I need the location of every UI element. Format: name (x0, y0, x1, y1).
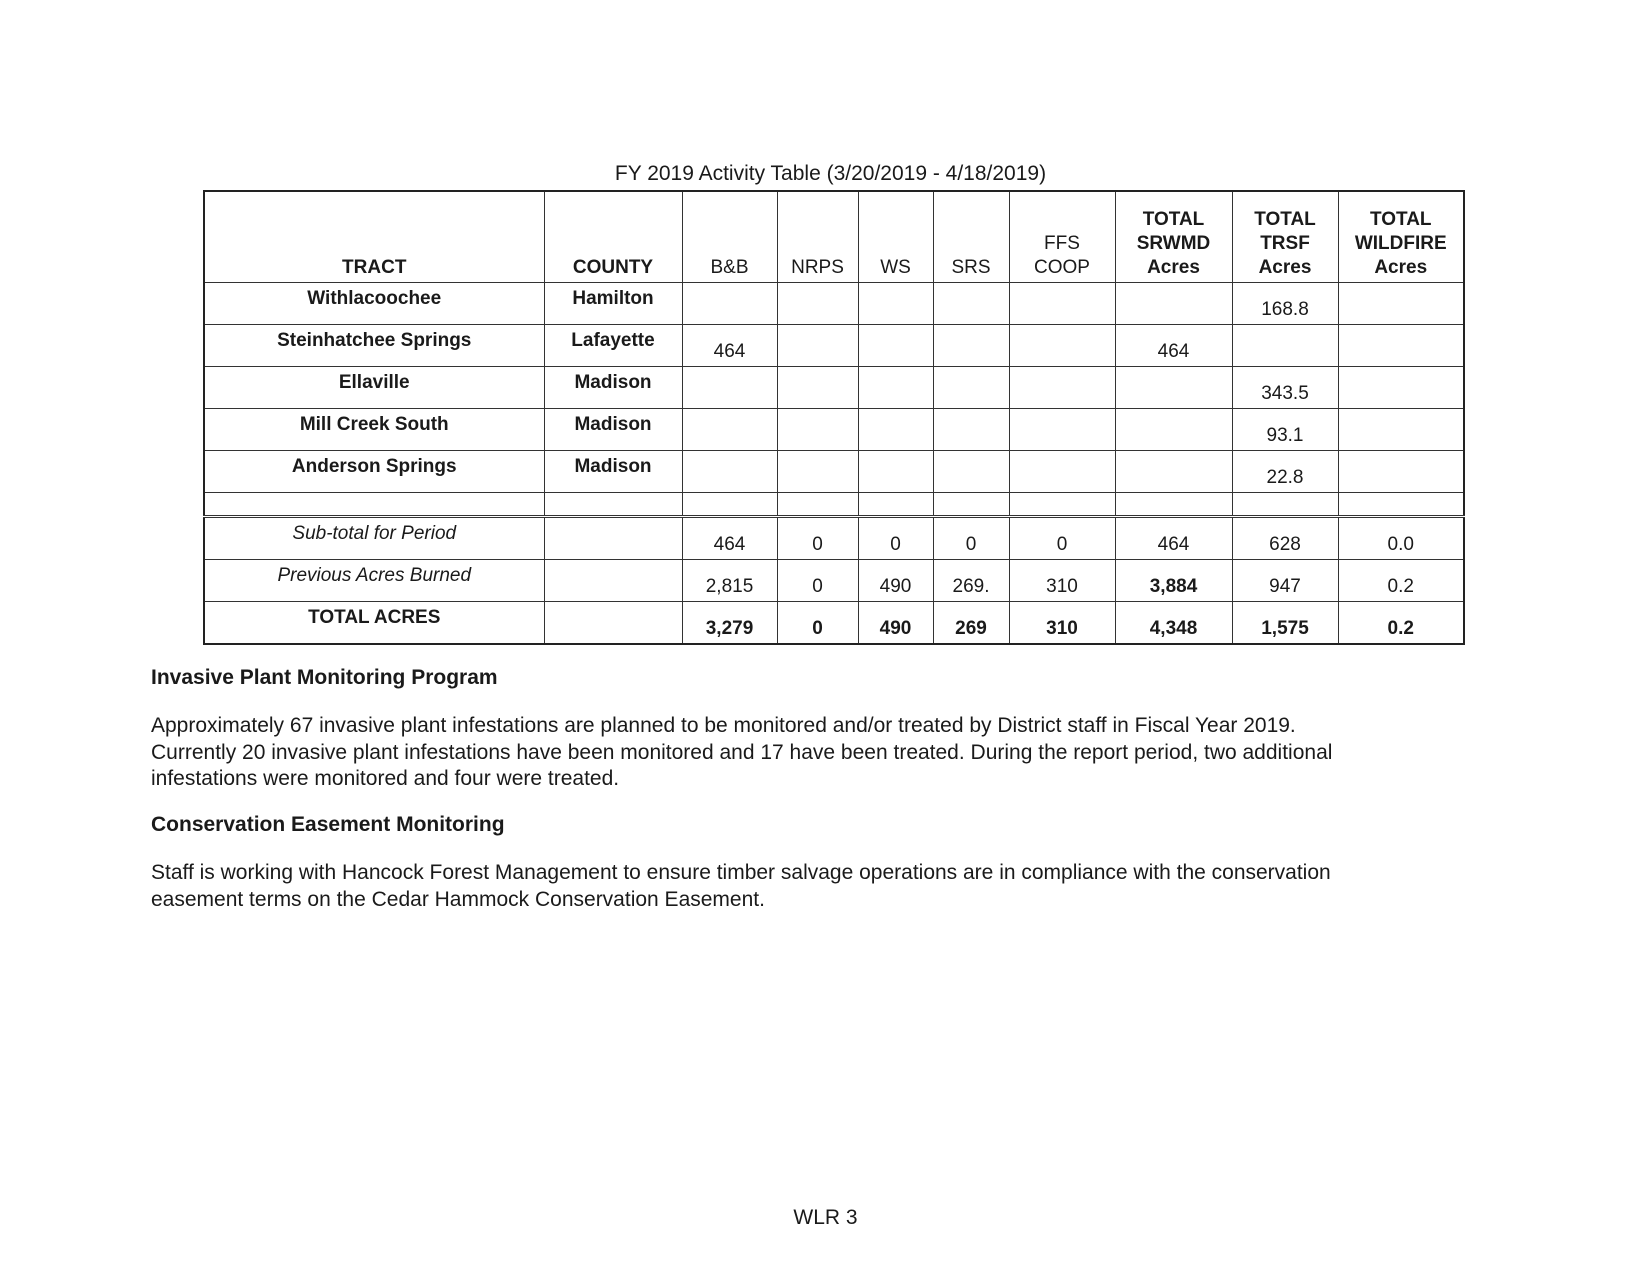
srs-cell (933, 325, 1009, 367)
wildfire-cell (1338, 325, 1464, 367)
trsf-cell: 93.1 (1232, 409, 1338, 451)
ffs-cell: 0 (1009, 517, 1115, 560)
wildfire-cell: 0.0 (1338, 517, 1464, 560)
invasive-line-1: Approximately 67 invasive plant infestations are planned to be monitored and/or treated by District staff in Fiscal Year 2019. (151, 714, 1296, 737)
header-trsf-line2: TRSF (1260, 233, 1310, 254)
bb-cell (682, 283, 777, 325)
easement-line-1: Staff is working with Hancock Forest Management to ensure timber salvage operations are in compliance with the conservation (151, 861, 1331, 884)
header-srwmd-line1: TOTAL (1142, 209, 1205, 230)
table-row (204, 451, 1464, 493)
header-county: COUNTY (544, 191, 682, 283)
tract-cell: Steinhatchee Springs (204, 325, 544, 367)
wildfire-cell (1338, 283, 1464, 325)
wildfire-cell (1338, 409, 1464, 451)
header-bb: B&B (682, 191, 777, 283)
bb-cell: 464 (682, 325, 777, 367)
trsf-cell: 1,575 (1232, 602, 1338, 645)
bb-cell (682, 409, 777, 451)
easement-paragraph (151, 860, 1471, 913)
wildfire-cell: 0.2 (1338, 560, 1464, 602)
srwmd-cell (1115, 451, 1232, 493)
header-srs: SRS (933, 191, 1009, 283)
wildfire-cell (1338, 451, 1464, 493)
trsf-cell: 343.5 (1232, 367, 1338, 409)
wildfire-cell (1338, 367, 1464, 409)
nrps-cell (777, 367, 858, 409)
srs-cell (933, 409, 1009, 451)
header-ws: WS (858, 191, 933, 283)
blank-row (204, 493, 1464, 517)
srwmd-cell (1115, 283, 1232, 325)
ws-cell (858, 451, 933, 493)
previous-row (204, 560, 1464, 602)
invasive-section-title: Invasive Plant Monitoring Program (151, 666, 498, 689)
ws-cell: 490 (858, 602, 933, 645)
header-total-trsf (1232, 191, 1338, 283)
easement-section-title: Conservation Easement Monitoring (151, 813, 505, 836)
header-total-wildfire (1338, 191, 1464, 283)
table-row (204, 283, 1464, 325)
nrps-cell (777, 325, 858, 367)
table-caption: FY 2019 Activity Table (3/20/2019 - 4/18/2019) (614, 162, 1047, 185)
table-row (204, 409, 1464, 451)
srwmd-cell (1115, 367, 1232, 409)
header-wildfire-line2: WILDFIRE (1354, 233, 1447, 254)
trsf-cell: 628 (1232, 517, 1338, 560)
nrps-cell: 0 (777, 517, 858, 560)
invasive-line-2: Currently 20 invasive plant infestations have been monitored and 17 have been treated. During the report period, two additional (151, 740, 1333, 764)
total-label: TOTAL ACRES (204, 602, 544, 645)
bb-cell (682, 367, 777, 409)
ffs-cell (1009, 283, 1115, 325)
ffs-cell (1009, 325, 1115, 367)
header-nrps: NRPS (777, 191, 858, 283)
ws-cell: 0 (858, 517, 933, 560)
activity-table (203, 190, 1465, 645)
ws-cell: 490 (858, 560, 933, 602)
header-trsf-line3: Acres (1258, 257, 1312, 278)
trsf-cell: 22.8 (1232, 451, 1338, 493)
header-trsf-line1: TOTAL (1254, 209, 1316, 230)
tract-cell: Anderson Springs (204, 451, 544, 493)
header-ffs-line2: COOP (1034, 257, 1090, 278)
table-header-row (204, 191, 1464, 283)
header-wildfire-line1: TOTAL (1369, 209, 1432, 230)
invasive-line-3: infestations were monitored and four were treated. (151, 767, 620, 790)
srs-cell (933, 451, 1009, 493)
ws-cell (858, 409, 933, 451)
ws-cell (858, 283, 933, 325)
subtotal-row (204, 517, 1464, 560)
ffs-cell: 310 (1009, 560, 1115, 602)
bb-cell: 464 (682, 517, 777, 560)
nrps-cell (777, 409, 858, 451)
county-cell: Madison (544, 409, 682, 451)
srwmd-cell: 4,348 (1115, 602, 1232, 645)
ffs-cell (1009, 367, 1115, 409)
header-ffs-line1: FFS (1044, 233, 1080, 254)
ffs-cell: 310 (1009, 602, 1115, 645)
tract-cell: Ellaville (204, 367, 544, 409)
trsf-cell: 947 (1232, 560, 1338, 602)
wildfire-cell: 0.2 (1338, 602, 1464, 645)
invasive-paragraph (151, 713, 1471, 793)
page-number: WLR 3 (793, 1206, 858, 1229)
county-cell: Madison (544, 451, 682, 493)
previous-label: Previous Acres Burned (204, 560, 544, 602)
srs-cell: 269. (933, 560, 1009, 602)
srs-cell: 269 (933, 602, 1009, 645)
ws-cell (858, 367, 933, 409)
table-row (204, 325, 1464, 367)
bb-cell (682, 451, 777, 493)
ws-cell (858, 325, 933, 367)
header-srwmd-line3: Acres (1147, 257, 1200, 278)
county-cell: Hamilton (544, 283, 682, 325)
srwmd-cell: 464 (1115, 517, 1232, 560)
header-tract: TRACT (204, 191, 544, 283)
srwmd-cell: 3,884 (1115, 560, 1232, 602)
trsf-cell: 168.8 (1232, 283, 1338, 325)
nrps-cell (777, 451, 858, 493)
bb-cell: 3,279 (682, 602, 777, 645)
easement-line-2: easement terms on the Cedar Hammock Conservation Easement. (151, 887, 765, 911)
nrps-cell: 0 (777, 602, 858, 645)
srs-cell: 0 (933, 517, 1009, 560)
srwmd-cell (1115, 409, 1232, 451)
srs-cell (933, 367, 1009, 409)
nrps-cell: 0 (777, 560, 858, 602)
tract-cell: Withlacoochee (204, 283, 544, 325)
bb-cell: 2,815 (682, 560, 777, 602)
srwmd-cell: 464 (1115, 325, 1232, 367)
table-row (204, 367, 1464, 409)
header-wildfire-line3: Acres (1374, 257, 1428, 278)
header-total-srwmd (1115, 191, 1232, 283)
trsf-cell (1232, 325, 1338, 367)
ffs-cell (1009, 451, 1115, 493)
total-row (204, 602, 1464, 645)
tract-cell: Mill Creek South (204, 409, 544, 451)
header-srwmd-line2: SRWMD (1136, 233, 1211, 254)
header-ffs-coop (1009, 191, 1115, 283)
county-cell: Madison (544, 367, 682, 409)
ffs-cell (1009, 409, 1115, 451)
subtotal-label: Sub-total for Period (204, 517, 544, 560)
county-cell: Lafayette (544, 325, 682, 367)
nrps-cell (777, 283, 858, 325)
srs-cell (933, 283, 1009, 325)
